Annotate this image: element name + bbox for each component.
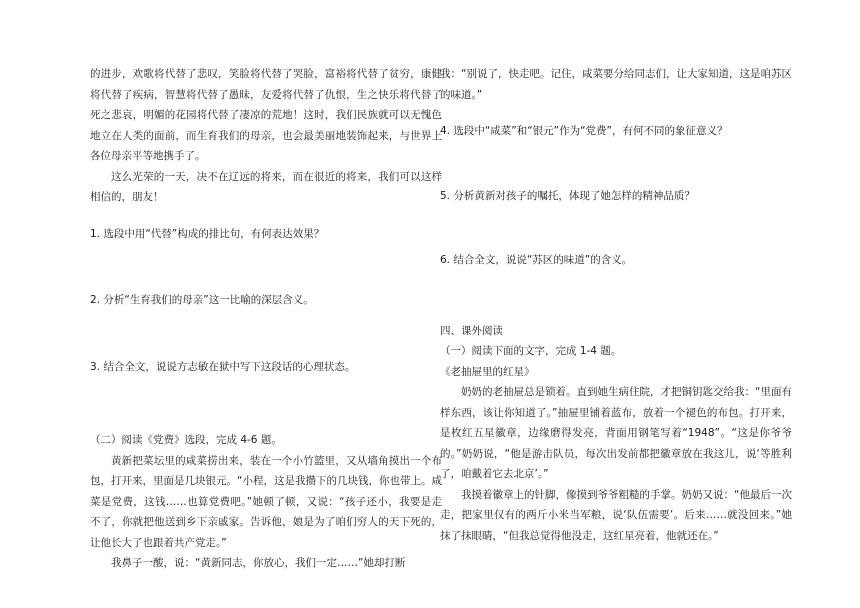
section-2-paragraph-2-continuation: 我：“别说了，快走吧。记住，咸菜要分给同志们，让大家知道，这是咱苏区的味道。”: [440, 68, 792, 101]
section-4-subtitle: （一）阅读下面的文字，完成 1-4 题。: [440, 345, 622, 357]
passage-continuation: 的进步，欢歌将代替了悲叹，笑脸将代替了哭脸，富裕将代替了贫穷，康健将代替了疾病，智慧将代替了愚昧，友爱将代替了仇恨，生之快乐将代替了死之悲哀，明媚的花园将代替了凄凉的荒地！这时，我们民族就可以无愧色地立在人类的面前，而生育我们的母亲，也会最美丽地装饰起来，与世界上各位母亲平等地携手了。: [90, 68, 442, 162]
story-title: 《老抽屉里的红星》: [440, 365, 535, 378]
section-2-title: （二）阅读《党费》选段，完成 4-6 题。: [90, 434, 282, 446]
story-paragraph-1: 奶奶的老抽屉总是锁着。直到她生病住院，才把铜钥匙交给我：“里面有样东西，该让你知道了。”抽屉里铺着蓝布，放着一个褪色的布包。打开来，是枚红五星徽章，边缘磨得发亮，背面用钢笔写着“1948”。“这是你爷爷的。”奶奶说，“他是游击队员，每次出发前都把徽章放在我这儿，说‘等胜利了，咱戴着它去北京’。”: [440, 386, 792, 480]
story-paragraph-2: 我摸着徽章上的针脚，像摸到爷爷粗糙的手掌。奶奶又说：“他最后一次走，把家里仅有的两斤小米当军粮，说‘队伍需要’。后来……就没回来。”她抹了抹眼睛，“但我总觉得他没走，这红星亮着，他就还在。”: [440, 488, 792, 542]
question-4: 4. 选段中“咸菜”和“银元”作为“党费”，有何不同的象征意义？: [440, 125, 728, 137]
left-column: [90, 64, 442, 574]
question-1: 1. 选段中用“代替”构成的排比句，有何表达效果？: [90, 227, 325, 240]
passage-ending: 这么光荣的一天，决不在辽远的将来，而在很近的将来，我们可以这样相信的，朋友！: [90, 170, 442, 203]
question-5: 5. 分析黄新对孩子的嘱托，体现了她怎样的精神品质？: [440, 189, 695, 202]
question-3: 3. 结合全文，说说方志敏在狱中写下这段话的心理状态。: [90, 360, 356, 373]
section-4-title: 四、课外阅读: [440, 324, 503, 337]
section-2-paragraph-2: 我鼻子一酸，说：“黄新同志，你放心，我们一定……”她却打断: [111, 557, 406, 569]
question-2: 2. 分析“生育我们的母亲”这一比喻的深层含义。: [90, 294, 314, 306]
question-6: 6. 结合全文，说说“苏区的味道”的含义。: [440, 254, 633, 266]
right-column: [440, 64, 792, 546]
section-2-paragraph-1: 黄新把菜坛里的咸菜捞出来，装在一个小竹篮里，又从墙角摸出一个布包，打开来，里面是几块银元。“小程，这是我攒下的几块钱，你也带上。咸菜是党费，这钱……也算党费吧。”她顿了顿，又说：“孩子还小，我要是走不了，你就把他送到乡下亲戚家。告诉他，娘是为了咱们穷人的天下死的，让他长大了也跟着共产党走。”: [90, 454, 442, 549]
